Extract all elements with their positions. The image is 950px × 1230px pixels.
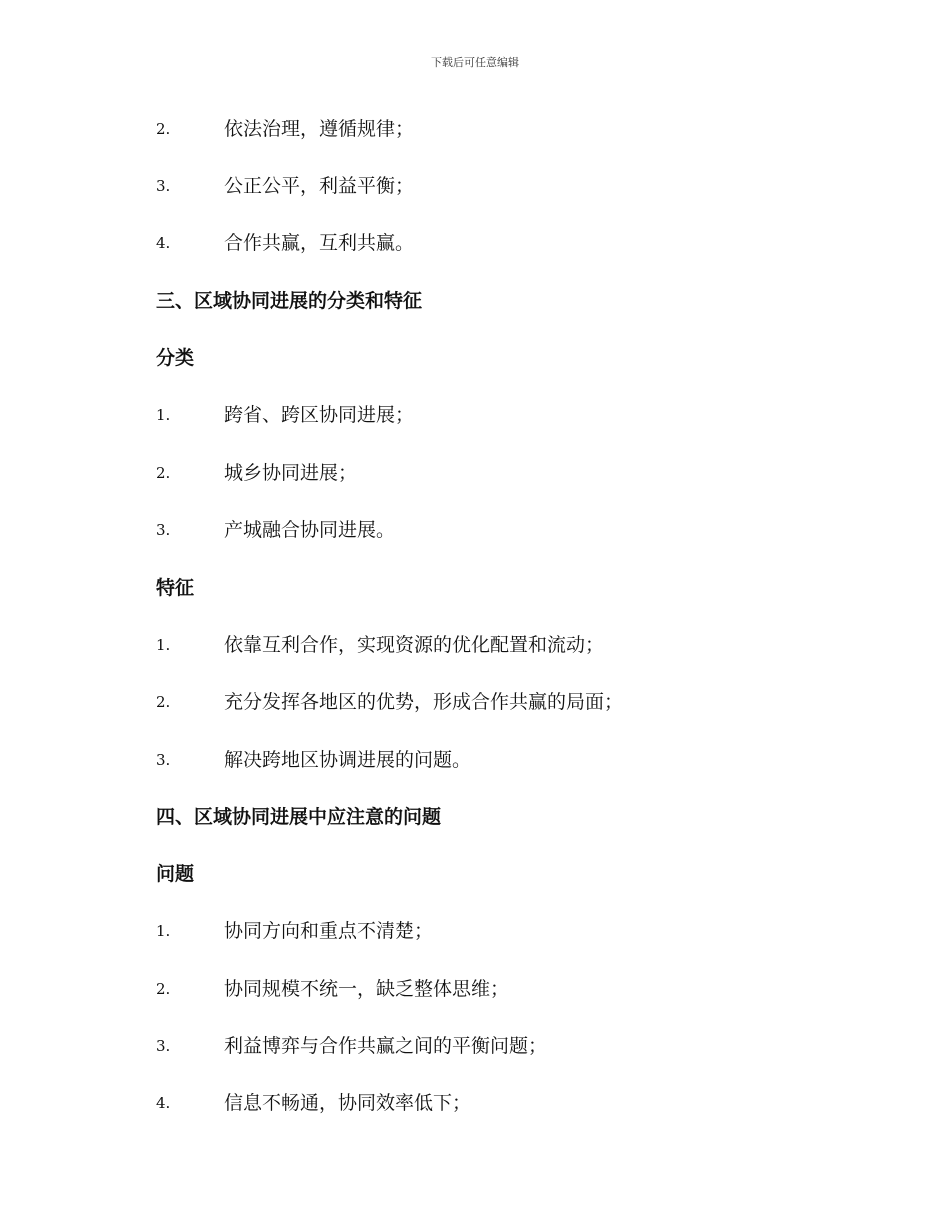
list-item-number: 2. — [156, 120, 171, 138]
list-item-number: 4. — [156, 234, 171, 252]
list-item-text: 利益博弈与合作共赢之间的平衡问题； — [224, 1035, 548, 1057]
list-item-text: 协同规模不统一，缺乏整体思维； — [224, 978, 510, 1000]
list-item-text: 产城融合协同进展。 — [224, 519, 396, 541]
list-item-number: 3. — [156, 177, 171, 195]
list-item-number: 3. — [156, 521, 171, 539]
subsection-heading: 问题 — [156, 863, 195, 885]
list-item-text: 解决跨地区协调进展的问题。 — [224, 749, 472, 771]
list-item-text: 协同方向和重点不清楚； — [224, 920, 434, 942]
list-item-text: 依靠互利合作，实现资源的优化配置和流动； — [224, 634, 605, 656]
list-item-number: 1. — [156, 636, 171, 654]
list-item-text: 跨省、跨区协同进展； — [224, 404, 415, 426]
list-item-text: 依法治理，遵循规律； — [224, 118, 415, 140]
list-item-number: 1. — [156, 922, 171, 940]
section-heading: 三、区域协同进展的分类和特征 — [156, 290, 423, 312]
list-item-number: 2. — [156, 980, 171, 998]
section-heading: 四、区域协同进展中应注意的问题 — [156, 806, 442, 828]
list-item-number: 2. — [156, 693, 171, 711]
list-item-text: 信息不畅通，协同效率低下； — [224, 1092, 472, 1114]
list-item-text: 充分发挥各地区的优势，形成合作共赢的局面； — [224, 691, 624, 713]
list-item-number: 3. — [156, 751, 171, 769]
list-item-text: 城乡协同进展； — [224, 462, 358, 484]
list-item-number: 2. — [156, 464, 171, 482]
list-item-text: 合作共赢，互利共赢。 — [224, 232, 415, 254]
subsection-heading: 分类 — [156, 347, 195, 369]
list-item-text: 公正公平，利益平衡； — [224, 175, 415, 197]
subsection-heading: 特征 — [156, 577, 195, 599]
list-item-number: 4. — [156, 1094, 171, 1112]
list-item-number: 3. — [156, 1037, 171, 1055]
list-item-number: 1. — [156, 406, 171, 424]
page-header-note: 下载后可任意编辑 — [431, 56, 519, 69]
